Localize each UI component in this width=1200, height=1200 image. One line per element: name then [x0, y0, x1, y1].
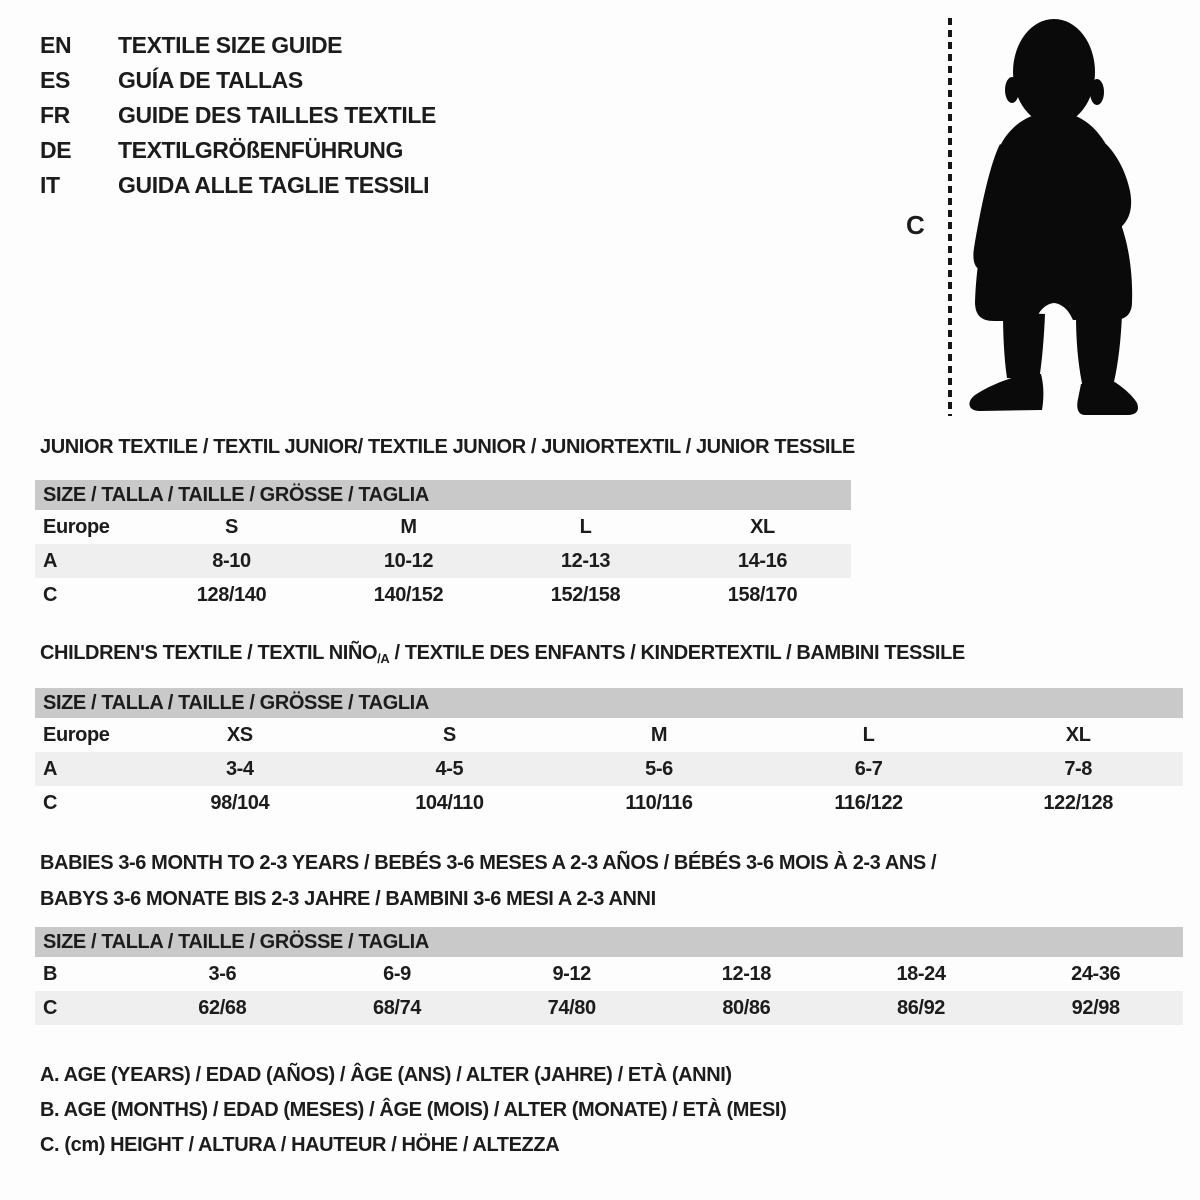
size-cell: XL [1065, 723, 1091, 746]
size-cell: 4-5 [435, 757, 464, 780]
size-header-bar: SIZE / TALLA / TAILLE / GRÖSSE / TAGLIA [35, 927, 1183, 957]
size-cell: M [400, 515, 417, 538]
table-row [35, 957, 1183, 991]
table-row [35, 510, 851, 544]
size-cell: S [442, 723, 456, 746]
language-row [40, 168, 436, 203]
size-cell: 140/152 [373, 583, 444, 606]
language-label: GUÍA DE TALLAS [118, 67, 303, 93]
size-cell: 74/80 [547, 996, 596, 1019]
size-cell: 62/68 [198, 996, 247, 1019]
language-label: TEXTILE SIZE GUIDE [118, 32, 343, 58]
babies-section-title [40, 845, 936, 917]
size-cell: 152/158 [550, 583, 621, 606]
language-label: TEXTILGRÖßENFÜHRUNG [118, 137, 403, 163]
size-cell: 18-24 [896, 962, 946, 985]
title-subscript: /A [377, 651, 390, 666]
footnote-b: B. AGE (MONTHS) / EDAD (MESES) / ÂGE (MOIS) / ALTER (MONATE) / ETÀ (MESI) [40, 1099, 787, 1121]
row-label: C [43, 791, 58, 814]
size-cell: 92/98 [1071, 996, 1120, 1019]
language-code: ES [40, 67, 70, 93]
size-cell: 6-7 [854, 757, 883, 780]
size-header-bar: SIZE / TALLA / TAILLE / GRÖSSE / TAGLIA [35, 480, 851, 510]
row-label: Europe [43, 515, 110, 538]
size-cell: 80/86 [722, 996, 771, 1019]
size-cell: 3-6 [208, 962, 237, 985]
size-cell: 3-4 [225, 757, 254, 780]
size-cell: L [862, 723, 875, 746]
size-cell: 12-13 [560, 549, 611, 572]
size-cell: 128/140 [196, 583, 267, 606]
language-label: GUIDA ALLE TAGLIE TESSILI [118, 172, 430, 198]
junior-size-table [35, 480, 851, 612]
size-cell: 24-36 [1071, 962, 1121, 985]
size-cell: 14-16 [737, 549, 788, 572]
footnote-c: C. (cm) HEIGHT / ALTURA / HAUTEUR / HÖHE / ALTEZZA [40, 1134, 560, 1156]
language-label: GUIDE DES TAILLES TEXTILE [118, 102, 436, 128]
height-measure-label: C [906, 210, 925, 240]
row-label: A [43, 549, 58, 572]
size-cell: XL [750, 515, 775, 538]
language-row [40, 98, 436, 133]
language-row [40, 63, 436, 98]
size-cell: 10-12 [383, 549, 434, 572]
size-cell: 158/170 [727, 583, 798, 606]
size-cell: M [650, 723, 668, 746]
language-code: IT [40, 172, 60, 198]
size-header-bar: SIZE / TALLA / TAILLE / GRÖSSE / TAGLIA [35, 688, 1183, 718]
babies-title-line2: BABYS 3-6 MONATE BIS 2-3 JAHRE / BAMBINI 3-6 MESI A 2-3 ANNI [40, 888, 656, 910]
language-code: DE [40, 137, 72, 163]
children-size-table [35, 688, 1183, 820]
size-cell: XS [226, 723, 253, 746]
size-cell: 104/110 [415, 791, 484, 814]
children-section-title: CHILDREN'S TEXTILE / TEXTIL $NIÑO_{/A}$ / TEXTILE DES ENFANTS / KINDERTEXTIL / BAMBINI TESSILE [40, 642, 965, 666]
row-label: C [43, 996, 58, 1019]
language-header [40, 28, 436, 203]
footnotes [40, 1058, 786, 1163]
size-cell: 7-8 [1064, 757, 1093, 780]
size-cell: 8-10 [212, 549, 251, 572]
size-cell: L [579, 515, 592, 538]
language-code: FR [40, 102, 70, 128]
row-label: B [43, 962, 58, 985]
language-row [40, 28, 436, 63]
toddler-silhouette-icon [963, 14, 1145, 416]
size-cell: 6-9 [383, 962, 411, 985]
size-cell: 68/74 [372, 996, 422, 1019]
size-cell: 122/128 [1043, 791, 1113, 814]
row-label: C [43, 583, 58, 606]
size-cell: 86/92 [896, 996, 946, 1019]
row-label: Europe [43, 723, 110, 746]
table-row [35, 991, 1183, 1025]
size-cell: 110/116 [625, 791, 693, 814]
table-row [35, 752, 1183, 786]
language-code: EN [40, 32, 72, 58]
babies-title-line1: BABIES 3-6 MONTH TO 2-3 YEARS / BEBÉS 3-6 MESES A 2-3 AÑOS / BÉBÉS 3-6 MOIS À 2-3 ANS / [40, 852, 937, 874]
size-cell: 9-12 [552, 962, 591, 985]
size-cell: 12-18 [721, 962, 771, 985]
language-row [40, 133, 436, 168]
footnote-a: A. AGE (YEARS) / EDAD (AÑOS) / ÂGE (ANS) / ALTER (JAHRE) / ETÀ (ANNI) [40, 1064, 732, 1086]
junior-section-title: JUNIOR TEXTILE / TEXTIL JUNIOR/ TEXTILE JUNIOR / JUNIORTEXTIL / JUNIOR TESSILE [40, 436, 855, 458]
size-cell: 116/122 [834, 791, 903, 814]
table-row [35, 578, 851, 612]
row-label: A [43, 757, 58, 780]
size-cell: S [225, 515, 238, 538]
table-row [35, 718, 1183, 752]
size-cell: 5-6 [645, 757, 673, 780]
table-row [35, 544, 851, 578]
babies-size-table [35, 927, 1183, 1025]
size-cell: 98/104 [210, 791, 270, 814]
height-dashed-line [948, 18, 952, 416]
table-row [35, 786, 1183, 820]
